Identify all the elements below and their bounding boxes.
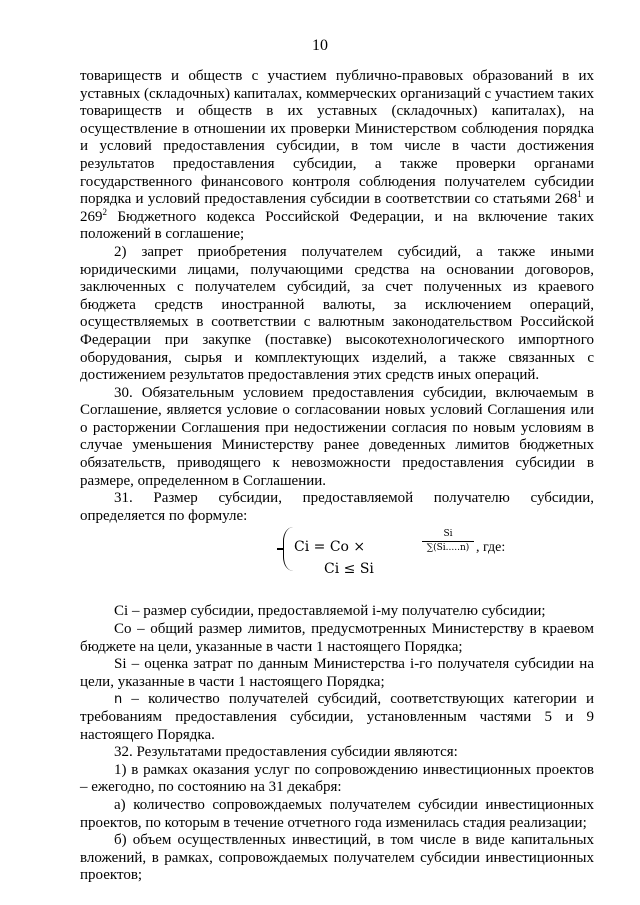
paragraph-text: товариществ и обществ с участием публично-правовых образований в их уставных (складочных) капиталах, коммерческих организаций с участием таких товариществ и обществ в их уставных (складочных) капиталах), на осуществление в отношении их проверки Министерством соблюдения порядка и условий предоставления субсидии, в том числе в части достижения результатов предоставления субсидии, а также проверки органами государственного финансового контроля соблюдения получателем субсидии порядка и условий предоставления субсидии в соответствии со статьями 268 <box>80 68 595 208</box>
subsidy-formula <box>80 527 594 587</box>
paragraph-32-item-b: б) объем осуществленных инвестиций, в том числе в виде капитальных вложений, в рамках, сопровождаемых получателем субсидии инвестиционных проектов; <box>80 832 594 884</box>
paragraph-31: 31. Размер субсидии, предоставляемой получателю субсидии, определяется по формуле: <box>80 490 594 524</box>
superscript: 2 <box>102 206 107 217</box>
definition-text: – количество получателей субсидий, соответствующих категории и требованиям предоставления субсидии, установленным частями 5 и 9 настоящего Порядка. <box>80 691 594 743</box>
formula-line-2: Ci ≤ Si <box>324 561 374 578</box>
definition-co <box>80 621 594 656</box>
definition-ci <box>80 603 594 621</box>
paragraph-text: Бюджетного кодекса Российской Федерации, и на включение таких положений в соглашение; <box>80 208 594 243</box>
paragraph-32-item-a: а) количество сопровождаемых получателем субсидии инвестиционных проектов, по которым в течение отчетного года изменилась стадия реализации; <box>80 796 594 831</box>
superscript: 1 <box>577 189 582 200</box>
definition-text: – оценка затрат по данным Министерства i-го получателя субсидии на цели, указанные в части 1 настоящего Порядка; <box>80 656 594 690</box>
formula-brace-tip <box>277 548 284 549</box>
formula-numerator: Si <box>422 529 474 542</box>
definition-n <box>80 691 594 744</box>
variable-label: Ci <box>114 603 129 620</box>
definition-si <box>80 656 594 691</box>
variable-label: n <box>114 692 123 708</box>
paragraph-item-2: 2) запрет приобретения получателем субсидий, а также иными юридическими лицами, получающими средства на основании договоров, заключенных с получателем субсидий, за счет полученных из краевого бюджета средств иностранной валюты, за исключением операций, осуществляемых в соответствии с валютным законодательством Российской Федерации при закупке (поставке) высокотехнологического импортного оборудования, сырья и комплектующих изделий, а также связанных с достижением результатов предоставления этих средств иных операций. <box>80 243 594 384</box>
formula-fraction <box>422 529 474 554</box>
variable-label: Si <box>114 656 127 673</box>
paragraph-32-item-1: 1) в рамках оказания услуг по сопровождению инвестиционных проектов – ежегодно, по состоянию на 31 декабря: <box>80 761 594 796</box>
paragraph-text: и 269 <box>80 191 595 225</box>
formula-tail: , где: <box>476 540 506 556</box>
document-body <box>80 68 594 885</box>
definition-text: – размер субсидии, предоставляемой i-му получателю субсидии; <box>128 603 546 620</box>
paragraph-30: 30. Обязательным условием предоставления субсидии, включаемым в Соглашение, является условие о согласовании новых условий Соглашения или о расторжении Соглашения при недостижении согласия по новым условиям в случае уменьшения Министерству ранее доведенных лимитов бюджетных обязательств, приводящего к невозможности предоставления субсидии в размере, определенном в Соглашении. <box>80 384 594 489</box>
page-number: 10 <box>312 37 328 54</box>
variable-label: Co <box>114 621 132 638</box>
formula-line-1: Ci = Co × <box>294 539 366 556</box>
definition-text: – общий размер лимитов, предусмотренных Министерству в краевом бюджете на цели, указанные в части 1 настоящего Порядка; <box>80 621 594 655</box>
paragraph-32: 32. Результатами предоставления субсидии являются: <box>114 744 458 761</box>
formula-brace <box>283 527 294 571</box>
formula-denominator: ∑(Si.....n) <box>426 543 470 554</box>
paragraph-continuation <box>80 68 594 244</box>
